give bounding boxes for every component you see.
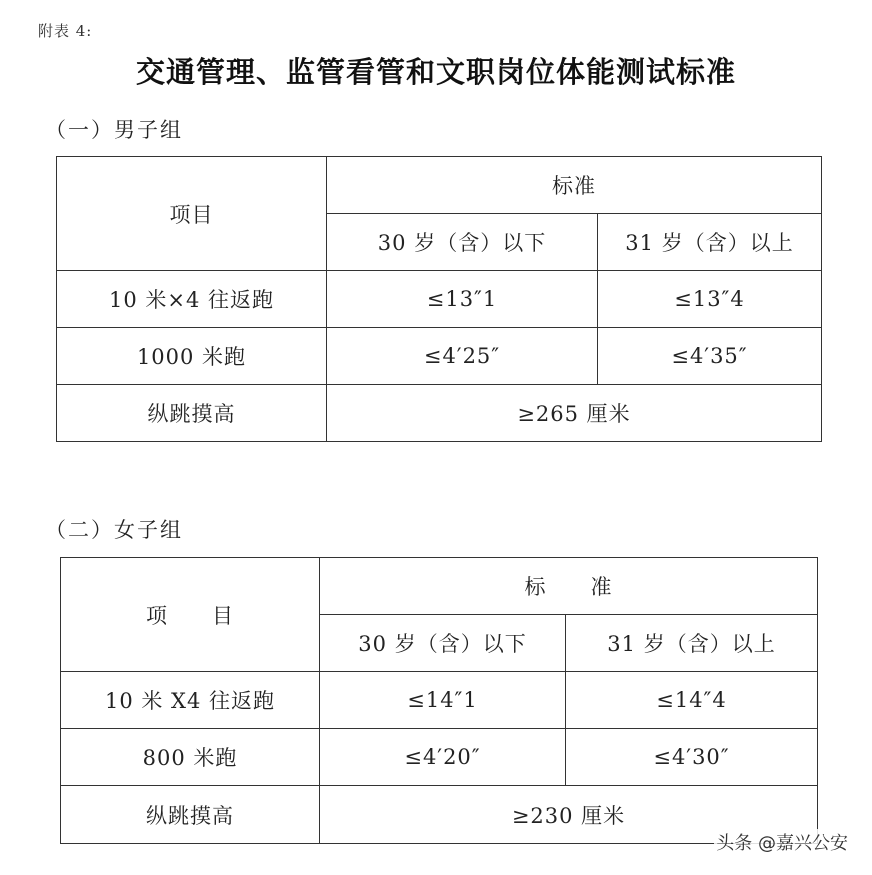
standard-header: 标准	[327, 157, 822, 214]
male-section-heading: （一）男子组	[45, 118, 183, 142]
group2-value: ≤13″4	[598, 271, 822, 328]
group1-value: ≤4′25″	[327, 328, 598, 385]
group1-value: ≤14″1	[320, 672, 566, 729]
age-group-1-header: 30 岁（含）以下	[327, 214, 598, 271]
group1-value: ≤13″1	[327, 271, 598, 328]
table-row	[61, 729, 818, 786]
item-cell: 1000 米跑	[57, 328, 327, 385]
jump-value: ≥265 厘米	[327, 385, 822, 442]
table-row	[57, 385, 822, 442]
item-header: 项 目	[61, 558, 320, 672]
item-cell: 纵跳摸高	[57, 385, 327, 442]
age-group-1-header: 30 岁（含）以下	[320, 615, 566, 672]
male-standards-table	[56, 156, 822, 442]
source-watermark: 头条 @嘉兴公安	[714, 829, 850, 855]
group2-value: ≤14″4	[566, 672, 818, 729]
document-title: 交通管理、监管看管和文职岗位体能测试标准	[135, 55, 736, 89]
group2-value: ≤4′30″	[566, 729, 818, 786]
annex-label: 附表 4:	[38, 22, 93, 40]
table-header-row	[61, 558, 818, 615]
item-cell: 10 米×4 往返跑	[57, 271, 327, 328]
age-group-2-header: 31 岁（含）以上	[566, 615, 818, 672]
table-header-row	[57, 157, 822, 214]
item-header: 项目	[57, 157, 327, 271]
table-row	[57, 328, 822, 385]
item-cell: 800 米跑	[61, 729, 320, 786]
female-standards-table	[60, 557, 818, 844]
age-group-2-header: 31 岁（含）以上	[598, 214, 822, 271]
table-row	[57, 271, 822, 328]
item-cell: 纵跳摸高	[61, 786, 320, 844]
item-cell: 10 米 X4 往返跑	[61, 672, 320, 729]
jump-value: ≥230 厘米	[320, 786, 818, 844]
female-section-heading: （二）女子组	[45, 518, 183, 542]
standard-header: 标 准	[320, 558, 818, 615]
group1-value: ≤4′20″	[320, 729, 566, 786]
table-row	[61, 786, 818, 844]
group2-value: ≤4′35″	[598, 328, 822, 385]
table-row	[61, 672, 818, 729]
